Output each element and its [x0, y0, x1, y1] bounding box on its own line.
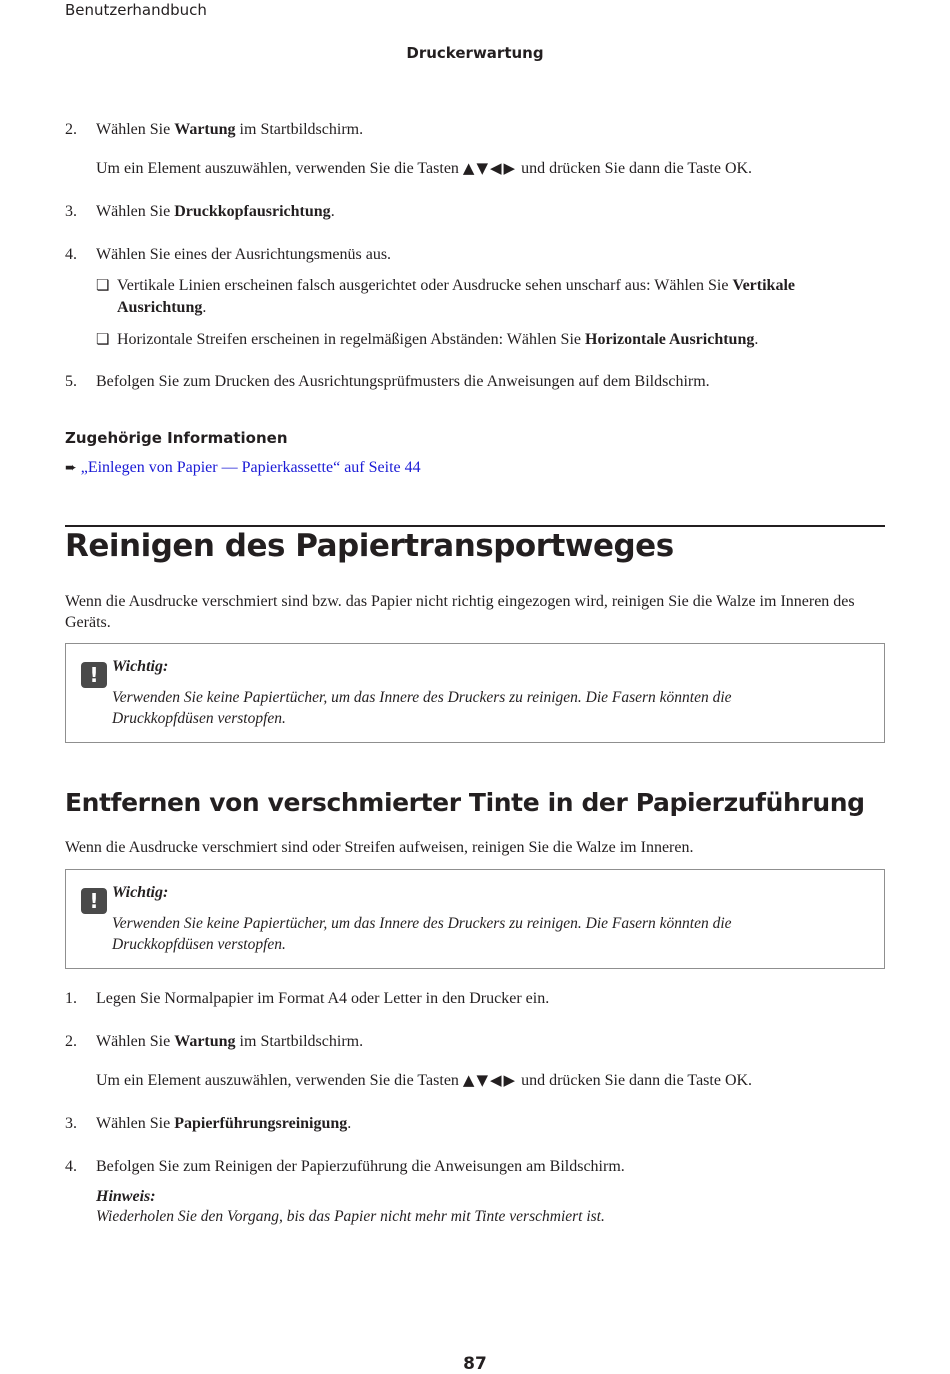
- section-intro: Wenn die Ausdrucke verschmiert sind bzw. das Papier nicht richtig eingezogen wird, reinigen Sie die Walze im Inneren des Geräts.: [65, 593, 855, 631]
- related-info-heading: Zugehörige Informationen: [65, 429, 288, 447]
- running-header-manual: Benutzerhandbuch: [65, 1, 207, 19]
- step-2-wartung: [65, 119, 885, 141]
- bullet-text: Vertikale Linien erscheinen falsch ausgerichtet oder Ausdrucke sehen unscharf aus: Wählen Sie: [117, 277, 733, 294]
- bullet-text: Horizontale Streifen erscheinen in regelmäßigen Abständen: Wählen Sie: [117, 331, 585, 348]
- step-4-ausrichtungsmenue: [65, 244, 885, 266]
- step-5-pruefmuster: [65, 371, 885, 393]
- step-text: Wählen Sie: [96, 1033, 175, 1050]
- step-1-normalpapier: [65, 988, 885, 1010]
- bullet-horizontale-ausrichtung: [96, 329, 886, 351]
- bullet-bold-term: Horizontale Ausrichtung: [585, 331, 755, 348]
- subsection-heading-tinte: Entfernen von verschmierter Tinte in der Papierzuführung: [65, 788, 865, 817]
- step-text: Wählen Sie: [96, 1115, 175, 1132]
- exclamation-icon: !: [81, 662, 107, 688]
- bullet-text: .: [202, 299, 207, 316]
- step-text: .: [347, 1115, 352, 1132]
- section-divider: [65, 525, 885, 527]
- step-text: Wählen Sie eines der Ausrichtungsmenüs aus.: [96, 246, 392, 263]
- step-number: 1.: [65, 990, 77, 1007]
- arrow-keys-icon: ▲▼◀▶: [462, 1071, 518, 1089]
- step-bold-term: Druckkopfausrichtung: [174, 203, 331, 220]
- step-text: im Startbildschirm.: [235, 1033, 364, 1050]
- step-number: 3.: [65, 203, 77, 220]
- step-3-druckkopfausrichtung: [65, 201, 885, 223]
- page-number: 87: [463, 1354, 487, 1374]
- checkbox-bullet-icon: ❏: [96, 332, 110, 348]
- sub-text: und drücken Sie dann die Taste OK.: [517, 160, 753, 177]
- step-3-papierfuehrungsreinigung: [65, 1113, 885, 1135]
- bullet-text: .: [754, 331, 759, 348]
- step-number: 2.: [65, 1033, 77, 1050]
- step-number: 4.: [65, 246, 77, 263]
- arrow-right-icon: ➨: [65, 460, 77, 476]
- notice-body: Verwenden Sie keine Papiertücher, um das Innere des Druckers zu reinigen. Die Fasern könnten die Druckkopfdüsen verstopfen.: [112, 915, 732, 953]
- hint-title: Hinweis:: [96, 1188, 156, 1205]
- step-2-subtext: [96, 157, 886, 180]
- hint-body: Wiederholen Sie den Vorgang, bis das Papier nicht mehr mit Tinte verschmiert ist.: [96, 1208, 605, 1225]
- step-text: Wählen Sie: [96, 121, 175, 138]
- step-2-wartung: [65, 1031, 885, 1053]
- sub-text: Um ein Element auszuwählen, verwenden Sie die Tasten: [96, 1072, 463, 1089]
- related-link-text[interactable]: „Einlegen von Papier — Papierkassette“ auf Seite 44: [80, 459, 421, 476]
- step-text: Befolgen Sie zum Drucken des Ausrichtungsprüfmusters die Anweisungen auf dem Bildschirm.: [96, 373, 710, 390]
- related-info-link[interactable]: [65, 457, 421, 479]
- important-notice: [65, 643, 885, 743]
- subsection-intro: Wenn die Ausdrucke verschmiert sind oder Streifen aufweisen, reinigen Sie die Walze im Inneren.: [65, 839, 694, 856]
- step-bold-term: Papierführungsreinigung: [174, 1115, 348, 1132]
- step-bold-term: Wartung: [174, 1033, 236, 1050]
- step-2-subtext: [96, 1069, 886, 1092]
- notice-title: Wichtig:: [112, 658, 169, 675]
- bullet-vertikale-ausrichtung: [96, 275, 886, 319]
- notice-title: Wichtig:: [112, 884, 169, 901]
- step-text: Legen Sie Normalpapier im Format A4 oder Letter in den Drucker ein.: [96, 990, 550, 1007]
- section-heading-papiertransport: Reinigen des Papiertransportweges: [65, 528, 674, 564]
- step-text: Befolgen Sie zum Reinigen der Papierzuführung die Anweisungen am Bildschirm.: [96, 1158, 625, 1175]
- bullet-bold-term: Vertikale Ausrichtung: [117, 277, 795, 316]
- step-text: im Startbildschirm.: [235, 121, 364, 138]
- sub-text: und drücken Sie dann die Taste OK.: [517, 1072, 753, 1089]
- step-text: .: [330, 203, 335, 220]
- running-header-section: Druckerwartung: [406, 44, 544, 62]
- step-number: 3.: [65, 1115, 77, 1132]
- checkbox-bullet-icon: ❏: [96, 278, 110, 294]
- arrow-keys-icon: ▲▼◀▶: [462, 159, 518, 177]
- notice-body: Verwenden Sie keine Papiertücher, um das Innere des Druckers zu reinigen. Die Fasern könnten die Druckkopfdüsen verstopfen.: [112, 689, 732, 727]
- step-bold-term: Wartung: [174, 121, 236, 138]
- step-text: Wählen Sie: [96, 203, 175, 220]
- important-notice: [65, 869, 885, 969]
- step-number: 4.: [65, 1158, 77, 1175]
- sub-text: Um ein Element auszuwählen, verwenden Sie die Tasten: [96, 160, 463, 177]
- step-number: 2.: [65, 121, 77, 138]
- exclamation-icon: !: [81, 888, 107, 914]
- step-number: 5.: [65, 373, 77, 390]
- step-4-anweisungen: [65, 1156, 885, 1178]
